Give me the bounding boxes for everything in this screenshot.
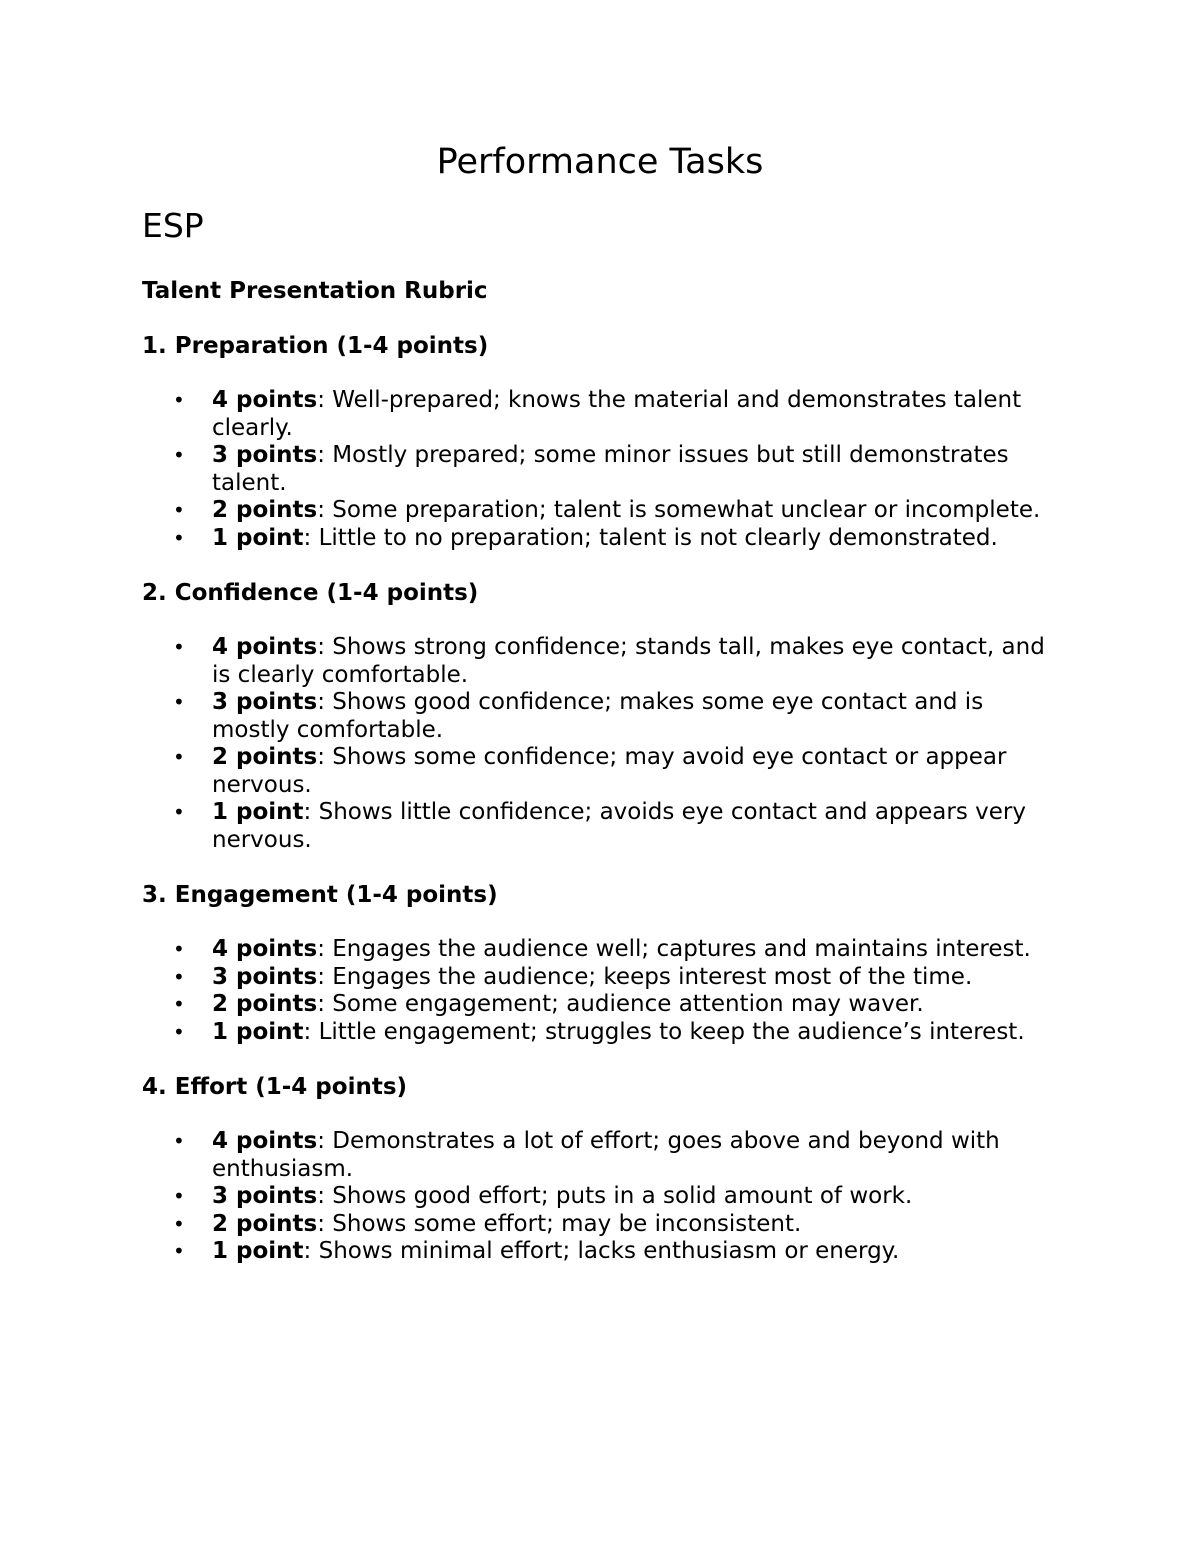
rubric-levels-list [142, 387, 1062, 552]
bullet-icon: • [173, 800, 185, 824]
level-description: : Mostly prepared; some minor issues but still demonstrates talent. [212, 442, 1009, 496]
level-description: : Shows some confidence; may avoid eye contact or appear nervous. [212, 744, 1007, 798]
bullet-icon: • [173, 690, 185, 714]
points-label: 4 points [212, 1128, 318, 1154]
rubric-level-item [142, 1128, 1062, 1183]
criterion-heading: 3. Engagement (1-4 points) [142, 882, 498, 908]
points-label: 2 points [212, 744, 318, 770]
points-label: 4 points [212, 387, 318, 413]
level-description: : Little to no preparation; talent is not clearly demonstrated. [303, 524, 998, 551]
bullet-icon: • [173, 1129, 185, 1153]
level-description: : Shows minimal effort; lacks enthusiasm or energy. [303, 1238, 900, 1264]
bullet-icon: • [173, 992, 185, 1016]
rubric-level-item [142, 497, 1062, 525]
document-content [142, 140, 1062, 1266]
bullet-icon: • [173, 388, 185, 412]
rubric-level-item [142, 387, 1062, 442]
criterion-heading: 1. Preparation (1-4 points) [142, 333, 489, 359]
rubric-level-item [142, 689, 1062, 744]
level-description: : Shows good effort; puts in a solid amount of work. [317, 1183, 913, 1209]
bullet-icon: • [173, 635, 185, 659]
criterion-confidence [142, 579, 1062, 854]
points-label: 2 points [212, 497, 318, 523]
bullet-icon: • [173, 498, 185, 522]
points-label: 4 points [212, 936, 318, 962]
criterion-engagement [142, 881, 1062, 1046]
bullet-icon: • [173, 964, 185, 989]
points-label: 2 points [212, 1210, 318, 1237]
points-label: 1 point [212, 1238, 304, 1264]
points-label: 3 points [212, 963, 318, 990]
level-description: : Some engagement; audience attention may waver. [317, 991, 924, 1017]
rubric-levels-list [142, 634, 1062, 854]
rubric-level-item [142, 744, 1062, 799]
rubric-level-item [142, 525, 1062, 553]
level-description: : Engages the audience; keeps interest most of the time. [317, 963, 973, 990]
bullet-icon: • [173, 1239, 185, 1263]
rubric-level-item [142, 634, 1062, 689]
bullet-icon: • [173, 1019, 185, 1044]
rubric-levels-list [142, 936, 1062, 1046]
rubric-level-item [142, 1019, 1062, 1047]
bullet-icon: • [173, 745, 185, 769]
points-label: 2 points [212, 991, 318, 1017]
points-label: 1 point [212, 1018, 304, 1045]
rubric-level-item [142, 1238, 1062, 1266]
points-label: 3 points [212, 689, 318, 715]
points-label: 3 points [212, 1183, 318, 1209]
bullet-icon: • [173, 937, 185, 961]
level-description: : Shows some effort; may be inconsistent. [317, 1210, 802, 1237]
level-description: : Demonstrates a lot of effort; goes above and beyond with enthusiasm. [212, 1128, 1000, 1182]
rubric-level-item [142, 1183, 1062, 1211]
level-description: : Some preparation; talent is somewhat unclear or incomplete. [317, 497, 1041, 523]
criterion-preparation [142, 332, 1062, 552]
points-label: 3 points [212, 442, 318, 468]
points-label: 1 point [212, 799, 304, 825]
points-label: 4 points [212, 634, 318, 660]
rubric-level-item [142, 1211, 1062, 1239]
level-description: : Well-prepared; knows the material and demonstrates talent clearly. [212, 387, 1022, 441]
rubric-level-item [142, 442, 1062, 497]
rubric-levels-list [142, 1128, 1062, 1266]
subject-heading: ESP [142, 206, 204, 245]
points-label: 1 point [212, 524, 304, 551]
level-description: : Shows good confidence; makes some eye contact and is mostly comfortable. [212, 689, 984, 743]
bullet-icon: • [173, 525, 185, 550]
rubric-level-item [142, 991, 1062, 1019]
rubric-level-item [142, 799, 1062, 854]
level-description: : Little engagement; struggles to keep the audience’s interest. [303, 1018, 1025, 1045]
level-description: : Engages the audience well; captures and maintains interest. [317, 936, 1031, 962]
rubric-title: Talent Presentation Rubric [142, 278, 488, 304]
bullet-icon: • [173, 1184, 185, 1208]
level-description: : Shows strong confidence; stands tall, makes eye contact, and is clearly comfortable. [212, 634, 1045, 688]
rubric-level-item [142, 964, 1062, 992]
criterion-heading: 4. Effort (1-4 points) [142, 1074, 408, 1100]
bullet-icon: • [173, 1211, 185, 1236]
criterion-heading: 2. Confidence (1-4 points) [142, 580, 479, 606]
criterion-effort [142, 1073, 1062, 1266]
bullet-icon: • [173, 443, 185, 467]
rubric-level-item [142, 936, 1062, 964]
level-description: : Shows little confidence; avoids eye contact and appears very nervous. [212, 799, 1026, 853]
page-title: Performance Tasks [436, 142, 764, 182]
